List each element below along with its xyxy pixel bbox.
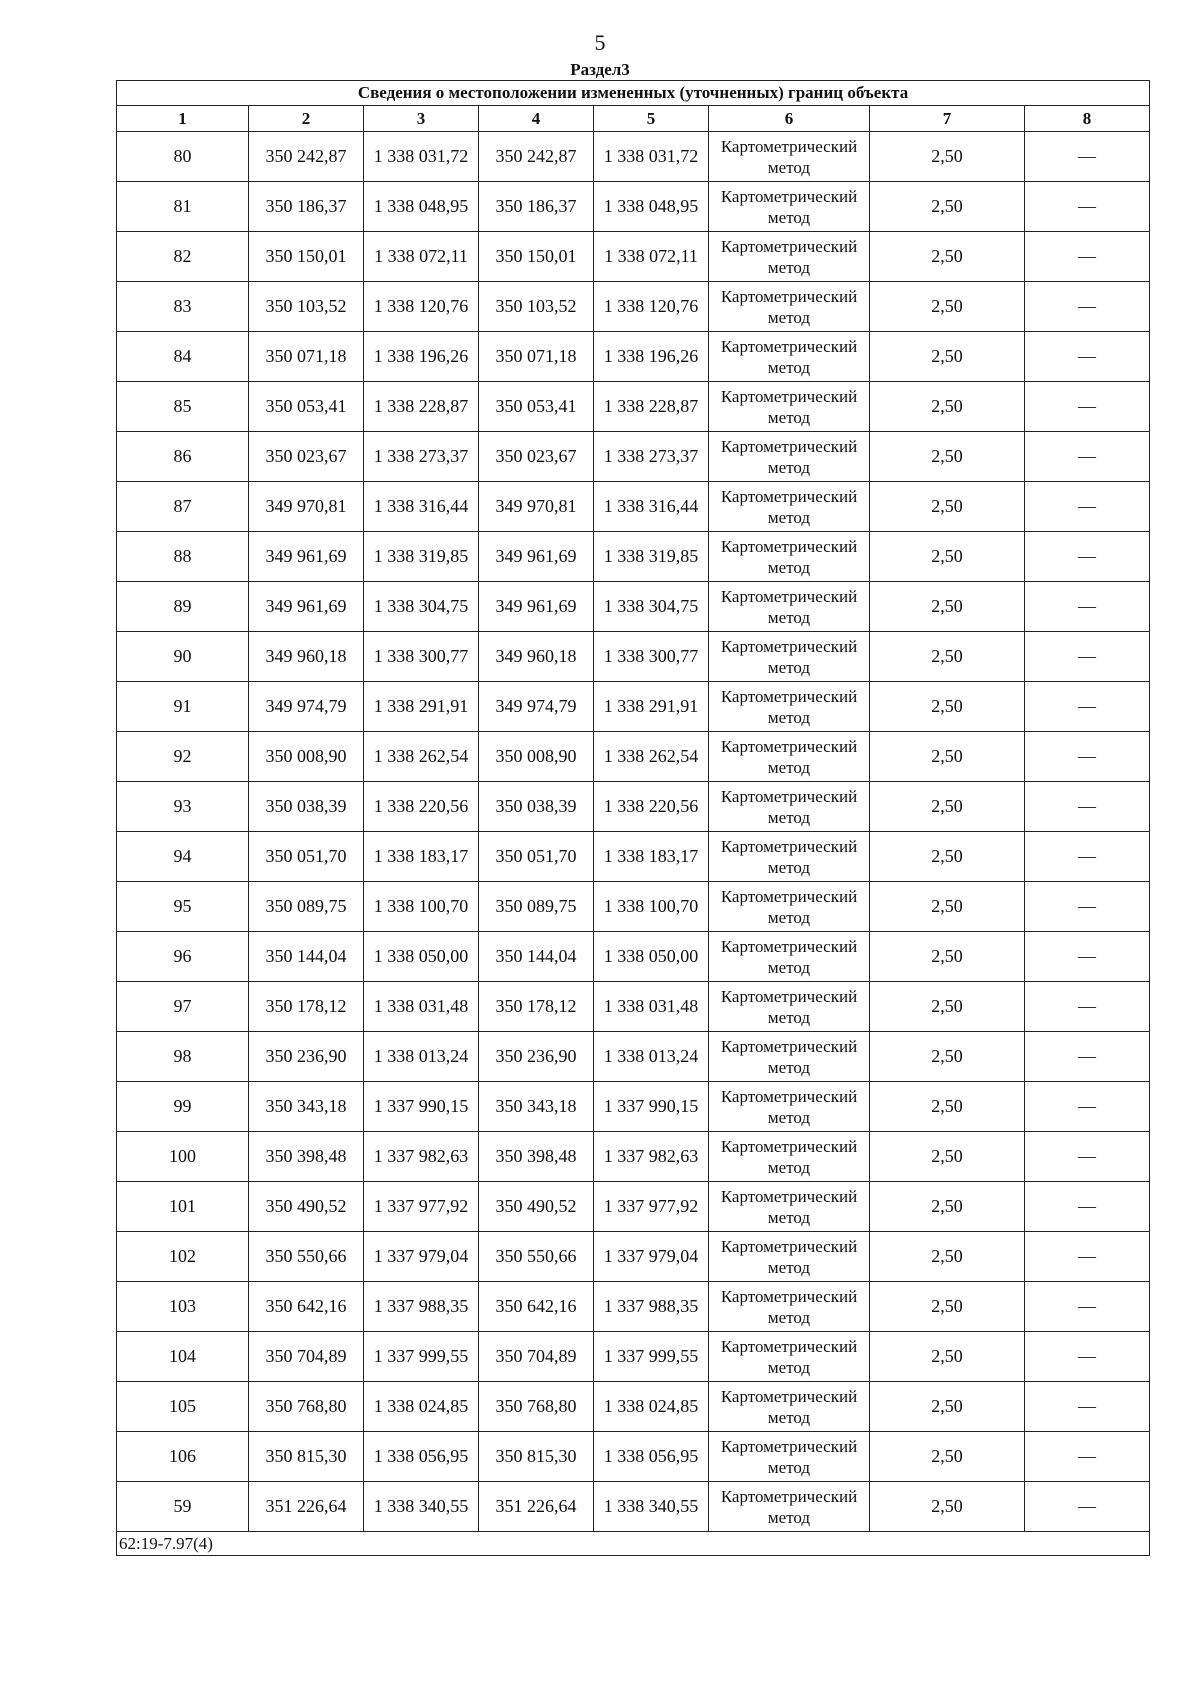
table-row [117,1032,1150,1082]
x-new-cell: 350 103,52 [479,282,594,332]
x-new-cell: 350 178,12 [479,982,594,1032]
page-number: 5 [594,30,606,55]
y-existing-cell: 1 338 050,00 [364,932,479,982]
accuracy-cell: 2,50 [870,182,1025,232]
x-new-cell: 350 398,48 [479,1132,594,1182]
column-number: 2 [249,106,364,132]
y-existing-cell: 1 338 120,76 [364,282,479,332]
accuracy-cell: 2,50 [870,782,1025,832]
y-new-cell: 1 338 013,24 [594,1032,709,1082]
table-row [117,332,1150,382]
y-new-cell: 1 338 316,44 [594,482,709,532]
point-number-cell: 85 [117,382,249,432]
y-existing-cell: 1 338 220,56 [364,782,479,832]
x-new-cell: 350 071,18 [479,332,594,382]
accuracy-cell: 2,50 [870,582,1025,632]
x-new-cell: 351 226,64 [479,1482,594,1532]
x-new-cell: 350 815,30 [479,1432,594,1482]
description-cell [1025,432,1150,482]
y-new-cell: 1 338 024,85 [594,1382,709,1432]
table-row [117,732,1150,782]
dash-mark: — [1078,396,1097,416]
method-cell: Картометрический метод [709,1382,870,1432]
method-cell: Картометрический метод [709,1282,870,1332]
accuracy-cell: 2,50 [870,382,1025,432]
dash-mark: — [1078,996,1097,1016]
y-new-cell: 1 338 050,00 [594,932,709,982]
dash-mark: — [1078,496,1097,516]
accuracy-cell: 2,50 [870,1082,1025,1132]
method-cell: Картометрический метод [709,582,870,632]
point-number-cell: 90 [117,632,249,682]
description-cell [1025,832,1150,882]
dash-mark: — [1078,146,1097,166]
table-row [117,1432,1150,1482]
method-cell: Картометрический метод [709,1432,870,1482]
column-number: 3 [364,106,479,132]
y-new-cell: 1 338 228,87 [594,382,709,432]
table-row [117,232,1150,282]
x-existing-cell: 350 178,12 [249,982,364,1032]
description-cell [1025,282,1150,332]
description-cell [1025,1232,1150,1282]
method-cell: Картометрический метод [709,1482,870,1532]
x-existing-cell: 350 053,41 [249,382,364,432]
method-cell: Картометрический метод [709,632,870,682]
x-new-cell: 350 023,67 [479,432,594,482]
description-cell [1025,1082,1150,1132]
dash-mark: — [1078,246,1097,266]
dash-mark: — [1078,1346,1097,1366]
y-existing-cell: 1 338 291,91 [364,682,479,732]
y-existing-cell: 1 338 304,75 [364,582,479,632]
x-new-cell: 350 144,04 [479,932,594,982]
y-new-cell: 1 337 979,04 [594,1232,709,1282]
method-cell: Картометрический метод [709,332,870,382]
point-number-cell: 93 [117,782,249,832]
description-cell [1025,1482,1150,1532]
table-row [117,432,1150,482]
point-number-cell: 89 [117,582,249,632]
x-existing-cell: 349 961,69 [249,582,364,632]
description-cell [1025,732,1150,782]
x-new-cell: 350 768,80 [479,1382,594,1432]
x-existing-cell: 350 815,30 [249,1432,364,1482]
description-cell [1025,182,1150,232]
description-cell [1025,232,1150,282]
dash-mark: — [1078,1446,1097,1466]
y-new-cell: 1 338 048,95 [594,182,709,232]
table-row [117,832,1150,882]
x-new-cell: 349 960,18 [479,632,594,682]
description-cell [1025,382,1150,432]
description-cell [1025,532,1150,582]
table-row [117,1232,1150,1282]
table-row [117,1182,1150,1232]
table-row [117,1332,1150,1382]
method-cell: Картометрический метод [709,732,870,782]
description-cell [1025,682,1150,732]
point-number-cell: 87 [117,482,249,532]
x-new-cell: 349 970,81 [479,482,594,532]
table-row [117,1282,1150,1332]
y-existing-cell: 1 338 262,54 [364,732,479,782]
method-cell: Картометрический метод [709,182,870,232]
description-cell [1025,1182,1150,1232]
y-new-cell: 1 338 183,17 [594,832,709,882]
description-cell [1025,132,1150,182]
y-existing-cell: 1 337 988,35 [364,1282,479,1332]
y-new-cell: 1 338 220,56 [594,782,709,832]
point-number-cell: 92 [117,732,249,782]
method-cell: Картометрический метод [709,982,870,1032]
x-new-cell: 350 150,01 [479,232,594,282]
x-new-cell: 350 236,90 [479,1032,594,1082]
table-row [117,632,1150,682]
table-caption: Сведения о местоположении измененных (уточненных) границ объекта [117,81,1150,106]
point-number-cell: 100 [117,1132,249,1182]
accuracy-cell: 2,50 [870,532,1025,582]
dash-mark: — [1078,946,1097,966]
table-row [117,1082,1150,1132]
accuracy-cell: 2,50 [870,982,1025,1032]
method-cell: Картометрический метод [709,1182,870,1232]
y-existing-cell: 1 338 319,85 [364,532,479,582]
y-new-cell: 1 338 196,26 [594,332,709,382]
y-new-cell: 1 337 999,55 [594,1332,709,1382]
x-new-cell: 350 490,52 [479,1182,594,1232]
y-existing-cell: 1 338 056,95 [364,1432,479,1482]
point-number-cell: 101 [117,1182,249,1232]
x-existing-cell: 350 150,01 [249,232,364,282]
y-existing-cell: 1 338 031,48 [364,982,479,1032]
accuracy-cell: 2,50 [870,1432,1025,1482]
table-row [117,582,1150,632]
description-cell [1025,1382,1150,1432]
x-existing-cell: 349 974,79 [249,682,364,732]
y-new-cell: 1 338 056,95 [594,1432,709,1482]
y-existing-cell: 1 338 013,24 [364,1032,479,1082]
y-existing-cell: 1 338 228,87 [364,382,479,432]
x-existing-cell: 350 236,90 [249,1032,364,1082]
y-new-cell: 1 338 300,77 [594,632,709,682]
dash-mark: — [1078,746,1097,766]
accuracy-cell: 2,50 [870,432,1025,482]
description-cell [1025,932,1150,982]
point-number-cell: 84 [117,332,249,382]
method-cell: Картометрический метод [709,482,870,532]
y-existing-cell: 1 338 316,44 [364,482,479,532]
accuracy-cell: 2,50 [870,1382,1025,1432]
x-existing-cell: 350 642,16 [249,1282,364,1332]
column-number: 1 [117,106,249,132]
dash-mark: — [1078,446,1097,466]
point-number-cell: 91 [117,682,249,732]
point-number-cell: 105 [117,1382,249,1432]
dash-mark: — [1078,696,1097,716]
description-cell [1025,1332,1150,1382]
table-row [117,782,1150,832]
dash-mark: — [1078,346,1097,366]
accuracy-cell: 2,50 [870,1032,1025,1082]
description-cell [1025,332,1150,382]
accuracy-cell: 2,50 [870,1132,1025,1182]
dash-mark: — [1078,296,1097,316]
x-existing-cell: 349 961,69 [249,532,364,582]
x-existing-cell: 350 023,67 [249,432,364,482]
column-number: 5 [594,106,709,132]
y-existing-cell: 1 338 196,26 [364,332,479,382]
table-row [117,532,1150,582]
accuracy-cell: 2,50 [870,1282,1025,1332]
dash-mark: — [1078,196,1097,216]
x-existing-cell: 350 490,52 [249,1182,364,1232]
x-existing-cell: 350 398,48 [249,1132,364,1182]
y-existing-cell: 1 337 999,55 [364,1332,479,1382]
method-cell: Картометрический метод [709,1232,870,1282]
x-existing-cell: 350 242,87 [249,132,364,182]
x-new-cell: 350 053,41 [479,382,594,432]
accuracy-cell: 2,50 [870,932,1025,982]
y-new-cell: 1 338 100,70 [594,882,709,932]
y-existing-cell: 1 338 024,85 [364,1382,479,1432]
point-number-cell: 102 [117,1232,249,1282]
column-number: 6 [709,106,870,132]
x-new-cell: 349 961,69 [479,532,594,582]
accuracy-cell: 2,50 [870,882,1025,932]
point-number-cell: 59 [117,1482,249,1532]
table-row [117,982,1150,1032]
y-existing-cell: 1 337 979,04 [364,1232,479,1282]
method-cell: Картометрический метод [709,1032,870,1082]
table-row [117,282,1150,332]
accuracy-cell: 2,50 [870,132,1025,182]
column-number: 7 [870,106,1025,132]
point-number-cell: 99 [117,1082,249,1132]
point-number-cell: 83 [117,282,249,332]
y-existing-cell: 1 338 031,72 [364,132,479,182]
y-new-cell: 1 338 273,37 [594,432,709,482]
method-cell: Картометрический метод [709,532,870,582]
x-existing-cell: 350 103,52 [249,282,364,332]
dash-mark: — [1078,1396,1097,1416]
method-cell: Картометрический метод [709,132,870,182]
y-existing-cell: 1 338 072,11 [364,232,479,282]
method-cell: Картометрический метод [709,232,870,282]
x-existing-cell: 350 051,70 [249,832,364,882]
point-number-cell: 82 [117,232,249,282]
point-number-cell: 97 [117,982,249,1032]
x-existing-cell: 350 071,18 [249,332,364,382]
description-cell [1025,782,1150,832]
dash-mark: — [1078,546,1097,566]
x-existing-cell: 350 550,66 [249,1232,364,1282]
table-body [117,132,1150,1532]
method-cell: Картометрический метод [709,282,870,332]
x-new-cell: 350 343,18 [479,1082,594,1132]
dash-mark: — [1078,646,1097,666]
y-existing-cell: 1 338 340,55 [364,1482,479,1532]
y-existing-cell: 1 337 977,92 [364,1182,479,1232]
table-row [117,1382,1150,1432]
accuracy-cell: 2,50 [870,832,1025,882]
x-existing-cell: 350 343,18 [249,1082,364,1132]
x-existing-cell: 350 704,89 [249,1332,364,1382]
y-existing-cell: 1 338 100,70 [364,882,479,932]
y-existing-cell: 1 338 183,17 [364,832,479,882]
point-number-cell: 95 [117,882,249,932]
method-cell: Картометрический метод [709,1132,870,1182]
dash-mark: — [1078,846,1097,866]
footer-note: 62:19-7.97(4) [117,1532,1150,1556]
column-number-row [117,106,1150,132]
description-cell [1025,1132,1150,1182]
x-new-cell: 350 642,16 [479,1282,594,1332]
y-existing-cell: 1 338 273,37 [364,432,479,482]
description-cell [1025,632,1150,682]
x-new-cell: 350 186,37 [479,182,594,232]
x-new-cell: 350 008,90 [479,732,594,782]
y-existing-cell: 1 337 990,15 [364,1082,479,1132]
description-cell [1025,1432,1150,1482]
x-existing-cell: 350 186,37 [249,182,364,232]
description-cell [1025,582,1150,632]
x-existing-cell: 350 144,04 [249,932,364,982]
dash-mark: — [1078,1096,1097,1116]
y-new-cell: 1 337 982,63 [594,1132,709,1182]
method-cell: Картометрический метод [709,682,870,732]
y-new-cell: 1 338 120,76 [594,282,709,332]
accuracy-cell: 2,50 [870,332,1025,382]
point-number-cell: 86 [117,432,249,482]
x-existing-cell: 350 768,80 [249,1382,364,1432]
table-row [117,132,1150,182]
table-row [117,1132,1150,1182]
accuracy-cell: 2,50 [870,632,1025,682]
dash-mark: — [1078,1196,1097,1216]
point-number-cell: 106 [117,1432,249,1482]
dash-mark: — [1078,1296,1097,1316]
description-cell [1025,1282,1150,1332]
table-row [117,1482,1150,1532]
y-existing-cell: 1 337 982,63 [364,1132,479,1182]
y-new-cell: 1 337 988,35 [594,1282,709,1332]
x-existing-cell: 349 960,18 [249,632,364,682]
accuracy-cell: 2,50 [870,682,1025,732]
x-existing-cell: 350 089,75 [249,882,364,932]
point-number-cell: 98 [117,1032,249,1082]
table-row [117,932,1150,982]
method-cell: Картометрический метод [709,1332,870,1382]
method-cell: Картометрический метод [709,832,870,882]
dash-mark: — [1078,1046,1097,1066]
method-cell: Картометрический метод [709,782,870,832]
point-number-cell: 104 [117,1332,249,1382]
section-title: Раздел3 [570,60,630,79]
table-row [117,682,1150,732]
dash-mark: — [1078,796,1097,816]
accuracy-cell: 2,50 [870,482,1025,532]
description-cell [1025,982,1150,1032]
method-cell: Картометрический метод [709,932,870,982]
x-new-cell: 349 974,79 [479,682,594,732]
x-new-cell: 350 051,70 [479,832,594,882]
table-row [117,382,1150,432]
y-new-cell: 1 337 977,92 [594,1182,709,1232]
dash-mark: — [1078,1496,1097,1516]
y-new-cell: 1 338 031,72 [594,132,709,182]
x-new-cell: 350 550,66 [479,1232,594,1282]
y-new-cell: 1 338 072,11 [594,232,709,282]
method-cell: Картометрический метод [709,432,870,482]
description-cell [1025,482,1150,532]
dash-mark: — [1078,596,1097,616]
method-cell: Картометрический метод [709,882,870,932]
x-existing-cell: 349 970,81 [249,482,364,532]
dash-mark: — [1078,1146,1097,1166]
y-new-cell: 1 338 291,91 [594,682,709,732]
point-number-cell: 81 [117,182,249,232]
accuracy-cell: 2,50 [870,282,1025,332]
x-existing-cell: 350 008,90 [249,732,364,782]
column-number: 8 [1025,106,1150,132]
method-cell: Картометрический метод [709,382,870,432]
description-cell [1025,882,1150,932]
y-existing-cell: 1 338 048,95 [364,182,479,232]
y-new-cell: 1 338 340,55 [594,1482,709,1532]
column-number: 4 [479,106,594,132]
table-row [117,482,1150,532]
accuracy-cell: 2,50 [870,1332,1025,1382]
x-existing-cell: 350 038,39 [249,782,364,832]
accuracy-cell: 2,50 [870,1482,1025,1532]
point-number-cell: 88 [117,532,249,582]
point-number-cell: 80 [117,132,249,182]
y-new-cell: 1 338 319,85 [594,532,709,582]
y-new-cell: 1 338 031,48 [594,982,709,1032]
table-row [117,182,1150,232]
y-new-cell: 1 338 262,54 [594,732,709,782]
x-new-cell: 350 089,75 [479,882,594,932]
y-new-cell: 1 338 304,75 [594,582,709,632]
x-existing-cell: 351 226,64 [249,1482,364,1532]
point-number-cell: 103 [117,1282,249,1332]
dash-mark: — [1078,1246,1097,1266]
y-existing-cell: 1 338 300,77 [364,632,479,682]
point-number-cell: 96 [117,932,249,982]
boundary-coordinates-table [116,80,1150,1556]
x-new-cell: 349 961,69 [479,582,594,632]
dash-mark: — [1078,896,1097,916]
description-cell [1025,1032,1150,1082]
accuracy-cell: 2,50 [870,1182,1025,1232]
x-new-cell: 350 704,89 [479,1332,594,1382]
x-new-cell: 350 038,39 [479,782,594,832]
table-row [117,882,1150,932]
x-new-cell: 350 242,87 [479,132,594,182]
accuracy-cell: 2,50 [870,1232,1025,1282]
method-cell: Картометрический метод [709,1082,870,1132]
y-new-cell: 1 337 990,15 [594,1082,709,1132]
accuracy-cell: 2,50 [870,732,1025,782]
accuracy-cell: 2,50 [870,232,1025,282]
point-number-cell: 94 [117,832,249,882]
